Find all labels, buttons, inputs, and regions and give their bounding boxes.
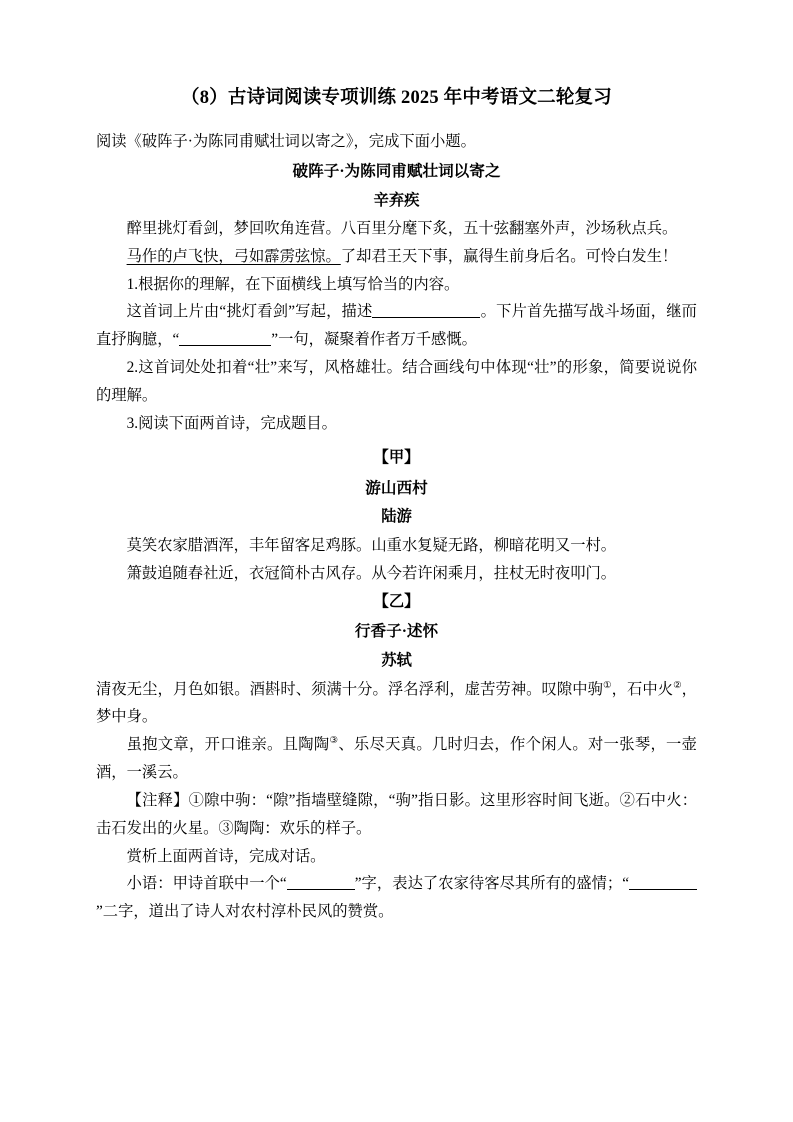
section-jia-author: 陆游	[381, 508, 412, 526]
page-title: （8）古诗词阅读专项训练 2025 年中考语文二轮复习	[181, 88, 612, 108]
intro-paragraph: 阅读《破阵子·为陈同甫赋壮词以寄之》，完成下面小题。	[96, 132, 476, 150]
question-1-text-b: 。下片首先描写战斗场面，继而直抒胸臆，“	[96, 303, 697, 349]
section-yi-line-2	[96, 731, 697, 787]
task-dialog-b: ”字，表达了农家待客尽其所有的盛情；“	[354, 875, 629, 893]
section-yi-line-1	[96, 676, 697, 732]
poem1-line-2	[96, 243, 697, 271]
section-jia-line-1: 莫笑农家腊酒浑，丰年留客足鸡豚。山重水复疑无路，柳暗花明又一村。	[126, 536, 617, 554]
poem1-underlined-clause: 马作的卢飞快，弓如霹雳弦惊。	[126, 247, 341, 265]
question-1-body	[96, 298, 697, 354]
footnotes: 【注释】①隙中驹：“隙”指墙壁缝隙，“驹”指日影。这里形容时间飞逝。②石中火：击石发出的火星。③陶陶：欢乐的样子。	[96, 791, 697, 837]
question-1-text-a: 这首词上片由“挑灯看剑”写起，描述	[126, 303, 373, 321]
section-yi-title: 行香子·述怀	[354, 623, 439, 641]
question-1-stem: 1.根据你的理解，在下面横线上填写恰当的内容。	[126, 275, 460, 293]
section-yi-line-1-b: ，石中火	[611, 680, 674, 698]
question-2: 2.这首词处处扣着“壮”来写，风格雄壮。结合画线句中体现“壮”的形象，简要说说你的理解。	[96, 359, 697, 404]
poem1-title: 破阵子·为陈同甫赋壮词以寄之	[292, 162, 501, 180]
task-prompt: 赏析上面两首诗，完成对话。	[126, 847, 326, 865]
section-jia-title: 游山西村	[365, 479, 428, 497]
question-3: 3.阅读下面两首诗，完成题目。	[126, 414, 337, 432]
question-1-text-c: ”一句，凝聚着作者万千感慨。	[271, 331, 477, 349]
section-yi-line-1-a: 清夜无尘，月色如银。酒斟时、须满十分。浮名浮利，虚苦劳神。叹隙中驹	[96, 680, 604, 698]
task-dialog-a: 小语：甲诗首联中一个“	[126, 875, 287, 893]
task-dialog	[96, 870, 697, 926]
section-yi-label: 【乙】	[373, 593, 420, 611]
footnote-marker-2: ②	[673, 680, 682, 691]
poem1-line-1: 醉里挑灯看剑，梦回吹角连营。八百里分麾下炙，五十弦翻塞外声，沙场秋点兵。	[126, 219, 678, 237]
answer-blank-2[interactable]	[179, 345, 271, 346]
task-dialog-c: ”二字，道出了诗人对农村淳朴民风的赞赏。	[96, 903, 394, 921]
answer-blank-1[interactable]	[372, 317, 480, 318]
section-jia-line-2: 箫鼓追随春社近，衣冠简朴古风存。从今若许闲乘月，拄杖无时夜叩门。	[126, 564, 617, 582]
section-jia-label: 【甲】	[373, 449, 420, 467]
answer-blank-3[interactable]	[287, 889, 355, 890]
answer-blank-4[interactable]	[629, 889, 697, 890]
footnote-marker-3: ③	[329, 736, 339, 747]
section-yi-line-1-c: ，梦中身。	[96, 680, 697, 726]
poem1-line-2-rest: 了却君王天下事，赢得生前身后名。可怜白发生！	[340, 247, 678, 265]
poem1-author: 辛弃疾	[373, 191, 420, 209]
footnote-marker-1: ①	[603, 680, 612, 691]
section-yi-author: 苏轼	[381, 652, 412, 670]
section-yi-line-2-b: 、乐尽天真。几时归去，作个闲人。对一张琴，一壶酒，一溪云。	[96, 736, 697, 782]
section-yi-line-2-a: 虽抱文章，开口谁亲。且陶陶	[126, 736, 330, 754]
